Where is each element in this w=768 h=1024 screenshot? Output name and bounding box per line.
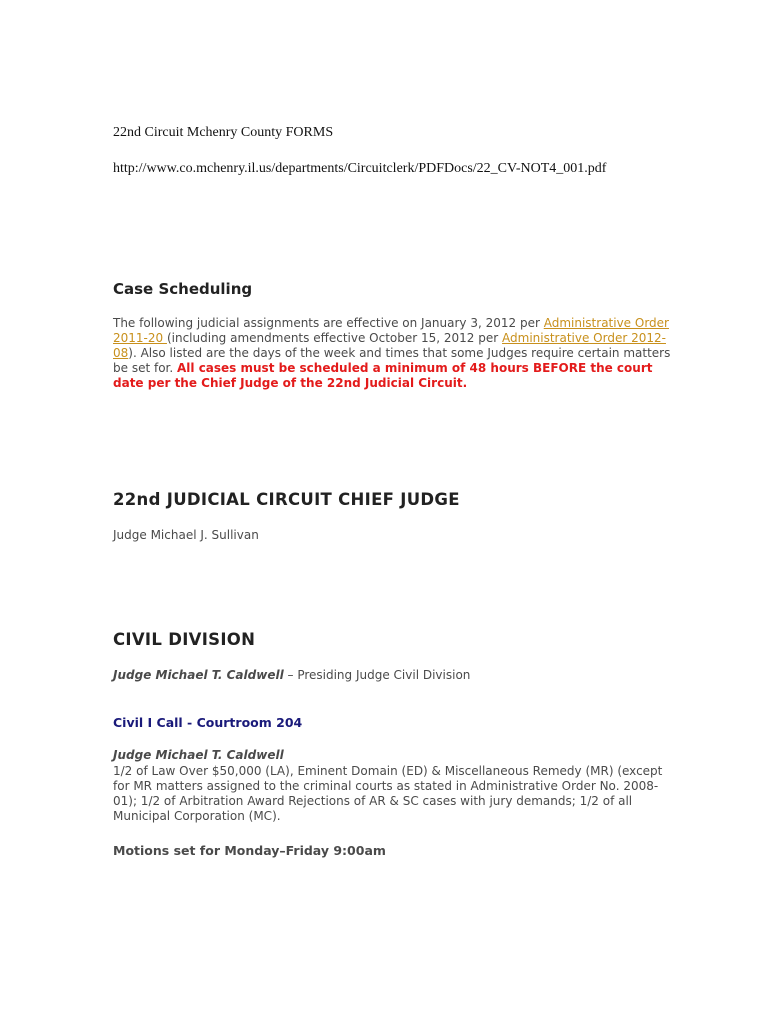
presiding-judge-line (113, 668, 673, 683)
scheduling-warning: All cases must be scheduled a minimum of 48 hours BEFORE the court date per the Chief Judge of the 22nd Judicial Circuit. (113, 361, 653, 390)
forms-url[interactable]: http://www.co.mchenry.il.us/departments/Circuitclerk/PDFDocs/22_CV-NOT4_001.pdf (113, 161, 607, 176)
presiding-judge-name: Judge Michael T. Caldwell (113, 668, 284, 682)
admin-order-2012-08-link[interactable]: Administrative Order 2012-08 (113, 331, 666, 360)
chief-judge-name: Judge Michael J. Sullivan (113, 528, 259, 542)
presiding-judge-role: – Presiding Judge Civil Division (283, 668, 471, 682)
forms-title: 22nd Circuit Mchenry County FORMS (113, 125, 334, 140)
case-scheduling-paragraph (113, 316, 673, 391)
intro-text-2: (including amendments effective October 15, 2012 per (166, 331, 503, 345)
civil-i-call-judge-name: Judge Michael T. Caldwell (113, 748, 284, 762)
case-scheduling-heading: Case Scheduling (113, 280, 253, 298)
chief-judge-heading: 22nd JUDICIAL CIRCUIT CHIEF JUDGE (113, 490, 460, 509)
civil-i-call-description: 1/2 of Law Over $50,000 (LA), Eminent Domain (ED) & Miscellaneous Remedy (MR) (except for MR matters assigned to the criminal courts as stated in Administrative Order No. 2008-01); 1/2 of Arbitration Award Rejections of AR & SC cases with jury demands; 1/2 of all Municipal Corporation (MC). (113, 764, 663, 823)
civil-division-heading: CIVIL DIVISION (113, 630, 256, 649)
motions-schedule: Motions set for Monday–Friday 9:00am (113, 843, 386, 858)
intro-text-3: ). Also listed are the days of the week and times that some Judges require certain matters be set for. (113, 346, 671, 375)
civil-i-call-heading: Civil I Call - Courtroom 204 (113, 715, 303, 730)
intro-text-1: The following judicial assignments are effective on January 3, 2012 per (113, 316, 544, 330)
civil-i-call-judge (113, 748, 673, 763)
admin-order-2011-20-link[interactable]: Administrative Order 2011-20 (113, 316, 669, 345)
